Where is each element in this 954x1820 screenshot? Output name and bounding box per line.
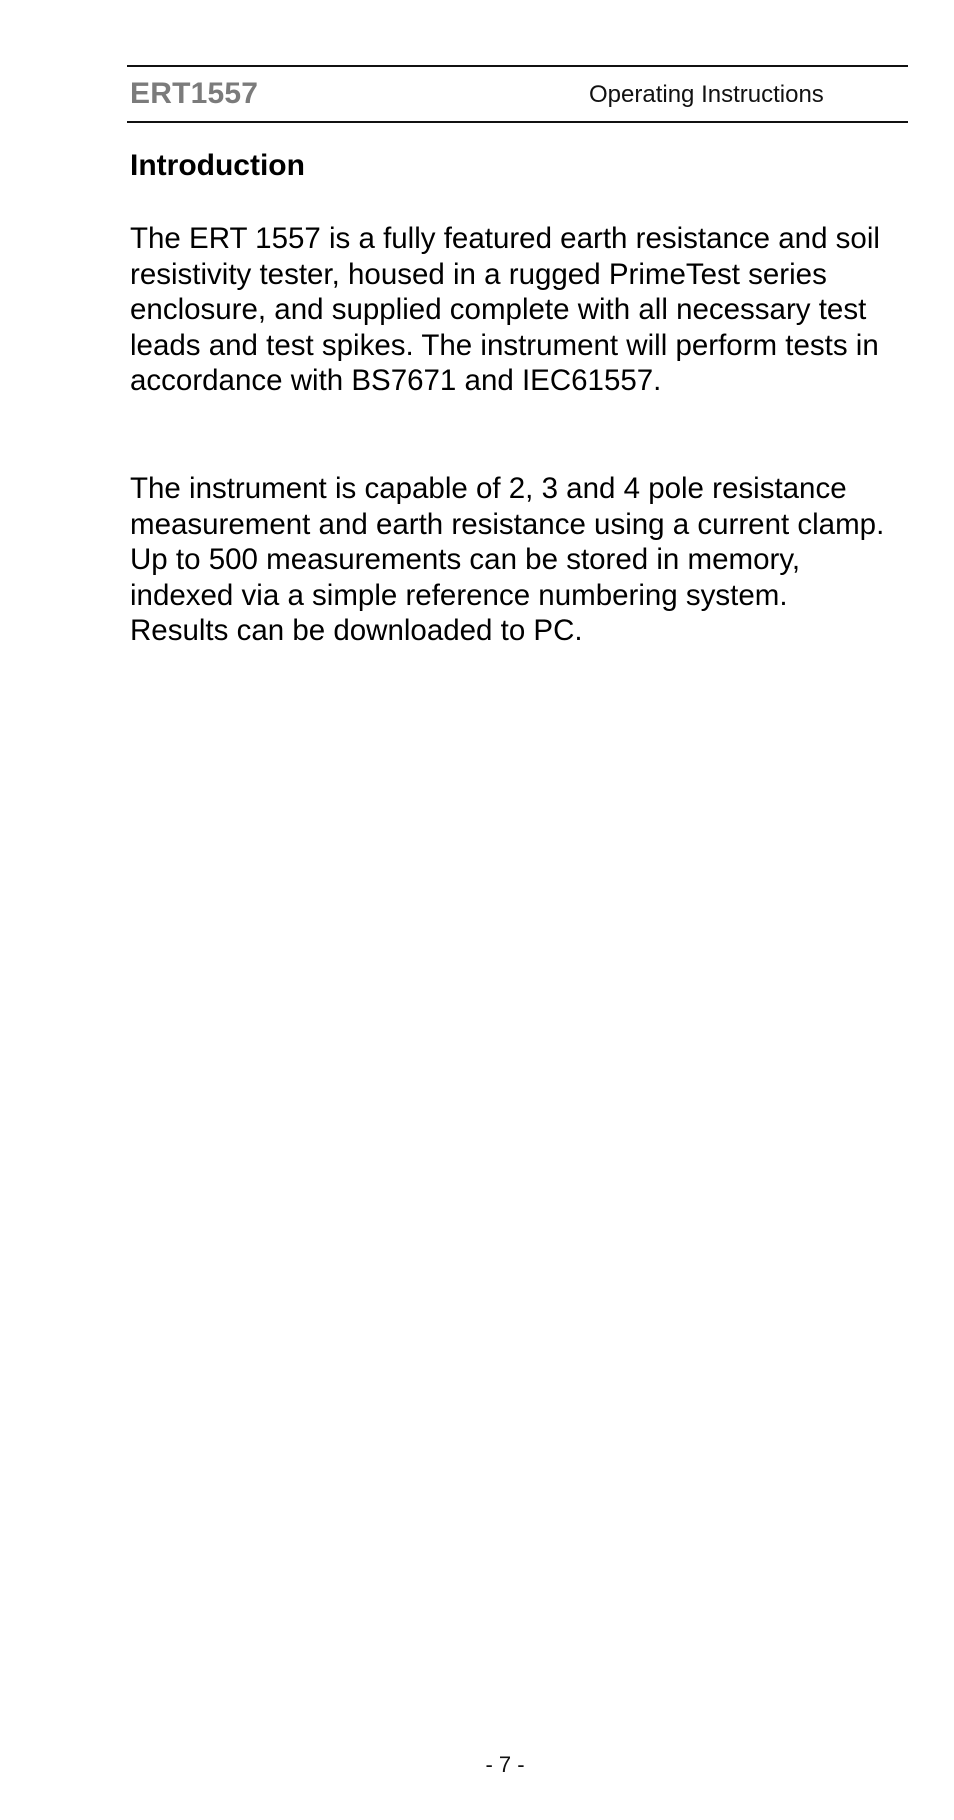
page-header [127, 65, 908, 123]
intro-paragraph-2: The instrument is capable of 2, 3 and 4 pole resistance measurement and earth resistance using a current clamp. Up to 500 measurements can be stored in memory, indexed via a simple reference numbering system. Results can be downloaded to PC. [130, 472, 885, 648]
document-type: Operating Instructions [589, 81, 824, 108]
section-heading: Introduction [130, 149, 305, 182]
page-number: - 7 - [485, 1752, 525, 1777]
document-code: ERT1557 [130, 77, 259, 110]
intro-paragraph-1: The ERT 1557 is a fully featured earth resistance and soil resistivity tester, housed in a rugged PrimeTest series enclosure, and supplied complete with all necessary test leads and test spikes. The instrument will perform tests in accordance with BS7671 and IEC61557. [130, 222, 880, 398]
